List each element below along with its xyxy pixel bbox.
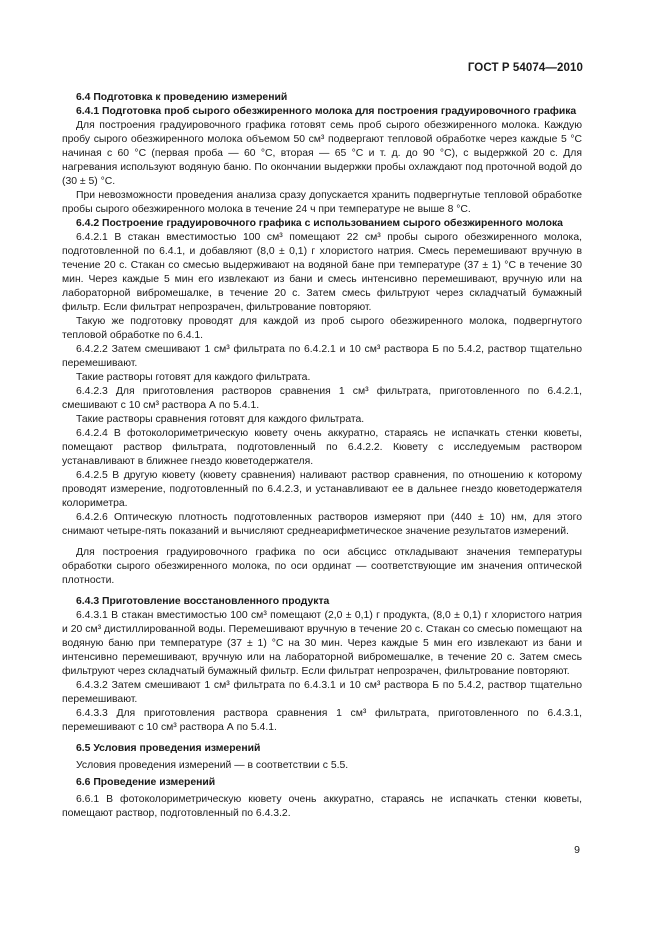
body-paragraph: 6.4.3.3 Для приготовления раствора сравнения 1 см³ фильтрата, приготовленного по 6.4.3.1, перемешивают с 10 см³ раствора А по 5.4.1. (62, 708, 582, 733)
document-body (62, 91, 582, 821)
section-heading: 6.4 Подготовка к проведению измерений (76, 92, 288, 103)
body-paragraph: 6.6.1 В фотоколориметрическую кювету очень аккуратно, стараясь не испачкать стенки кюветы, помещают раствор, подготовленный по 6.4.3.2. (62, 794, 582, 819)
body-paragraph: Такую же подготовку проводят для каждой из проб сырого обезжиренного молока, подвергнутого тепловой обработке по 6.4.1. (62, 316, 582, 341)
standard-number: ГОСТ Р 54074—2010 (467, 62, 583, 74)
body-paragraph: 6.4.2.3 Для приготовления растворов сравнения 1 см³ фильтрата, приготовленного по 6.4.2.1, смешивают с 10 см³ раствора А по 5.4.1. (62, 386, 582, 411)
section-heading: 6.4.1 Подготовка проб сырого обезжиренного молока для построения градуировочного графика (76, 106, 577, 117)
body-paragraph: 6.4.2.1 В стакан вместимостью 100 см³ помещают 22 см³ пробы сырого обезжиренного молока, подготовленной по 6.4.1, и добавляют (8,0 ± 0,1) г хлористого натрия. Смесь перемешивают вручную в течение 20 с. Стакан со смесью выдерживают на водяной бане при температуре (37 ± 1) °С в течение 30 мин. Через каждые 5 мин его извлекают из бани и смесь интенсивно перемешивают, вручную или на лабораторной вибромешалке, в течение 20 с. Затем смесь фильтруют через складчатый бумажный фильтр. Если фильтрат непрозрачен, фильтрование повторяют. (62, 232, 582, 313)
body-paragraph: Условия проведения измерений — в соответствии с 5.5. (76, 760, 349, 771)
body-paragraph: 6.4.3.1 В стакан вместимостью 100 см³ помещают (2,0 ± 0,1) г продукта, (8,0 ± 0,1) г хлористого натрия и 20 см³ дистиллированной воды. Перемешивают вручную в течение 20 с. Стакан со смесью помещают на водяную баню при температуре (37 ± 1) °С на 30 мин. Через каждые 5 мин его извлекают из бани и интенсивно перемешивают, вручную или на лабораторной вибромешалке, в течение 20 с. Затем смесь фильтруют через складчатый бумажный фильтр. Если фильтрат непрозрачен, фильтрование повторяют. (62, 610, 582, 677)
body-paragraph: Для построения градуировочного графика по оси абсцисс откладывают значения температуры обработки сырого обезжиренного молока, по оси ординат — соответствующие им значения оптической плотности. (62, 547, 582, 586)
body-paragraph: 6.4.2.6 Оптическую плотность подготовленных растворов измеряют при (440 ± 10) нм, для этого снимают четыре-пять показаний и вычисляют среднеарифметическое значение результатов измерений. (62, 512, 582, 537)
body-paragraph: 6.4.2.4 В фотоколориметрическую кювету очень аккуратно, стараясь не испачкать стенки кюветы, помещают раствор фильтрата, подготовленный по 6.4.2.2. Кювету с исследуемым раствором устанавливают в ближнее гнездо кюветодержателя. (62, 428, 582, 467)
section-heading: 6.4.2 Построение градуировочного графика с использованием сырого обезжиренного молока (76, 218, 563, 229)
section-heading: 6.5 Условия проведения измерений (76, 743, 261, 754)
section-heading: 6.6 Проведение измерений (76, 777, 216, 788)
body-paragraph: Такие растворы готовят для каждого фильтрата. (76, 372, 311, 383)
section-heading: 6.4.3 Приготовление восстановленного продукта (76, 596, 330, 607)
body-paragraph: Для построения градуировочного графика готовят семь проб сырого обезжиренного молока. Каждую пробу сырого обезжиренного молока объемом 50 см³ подвергают тепловой обработке через каждые 5 °С начиная с 60 °С (первая проба — 60 °С, вторая — 65 °С и т. д. до 90 °С), с выдержкой 20 с. Для нагревания используют водяную баню. По окончании выдержки пробы охлаждают под проточной водой до (30 ± 5) °С. (62, 120, 582, 187)
body-paragraph: 6.4.2.5 В другую кювету (кювету сравнения) наливают раствор сравнения, по отношению к которому проводят измерение, подготовленный по 6.4.2.3, и устанавливают ее в дальнее гнездо кюветодержателя колориметра. (62, 470, 582, 509)
body-paragraph: При невозможности проведения анализа сразу допускается хранить подвергнутые тепловой обработке пробы сырого обезжиренного молока в течение 24 ч при температуре не выше 8 °С. (62, 190, 582, 215)
page-number: 9 (574, 844, 580, 856)
body-paragraph: 6.4.2.2 Затем смешивают 1 см³ фильтрата по 6.4.2.1 и 10 см³ раствора Б по 5.4.2, раствор тщательно перемешивают. (62, 344, 582, 369)
body-paragraph: Такие растворы сравнения готовят для каждого фильтрата. (76, 414, 365, 425)
body-paragraph: 6.4.3.2 Затем смешивают 1 см³ фильтрата по 6.4.3.1 и 10 см³ раствора Б по 5.4.2, раствор тщательно перемешивают. (62, 680, 582, 705)
